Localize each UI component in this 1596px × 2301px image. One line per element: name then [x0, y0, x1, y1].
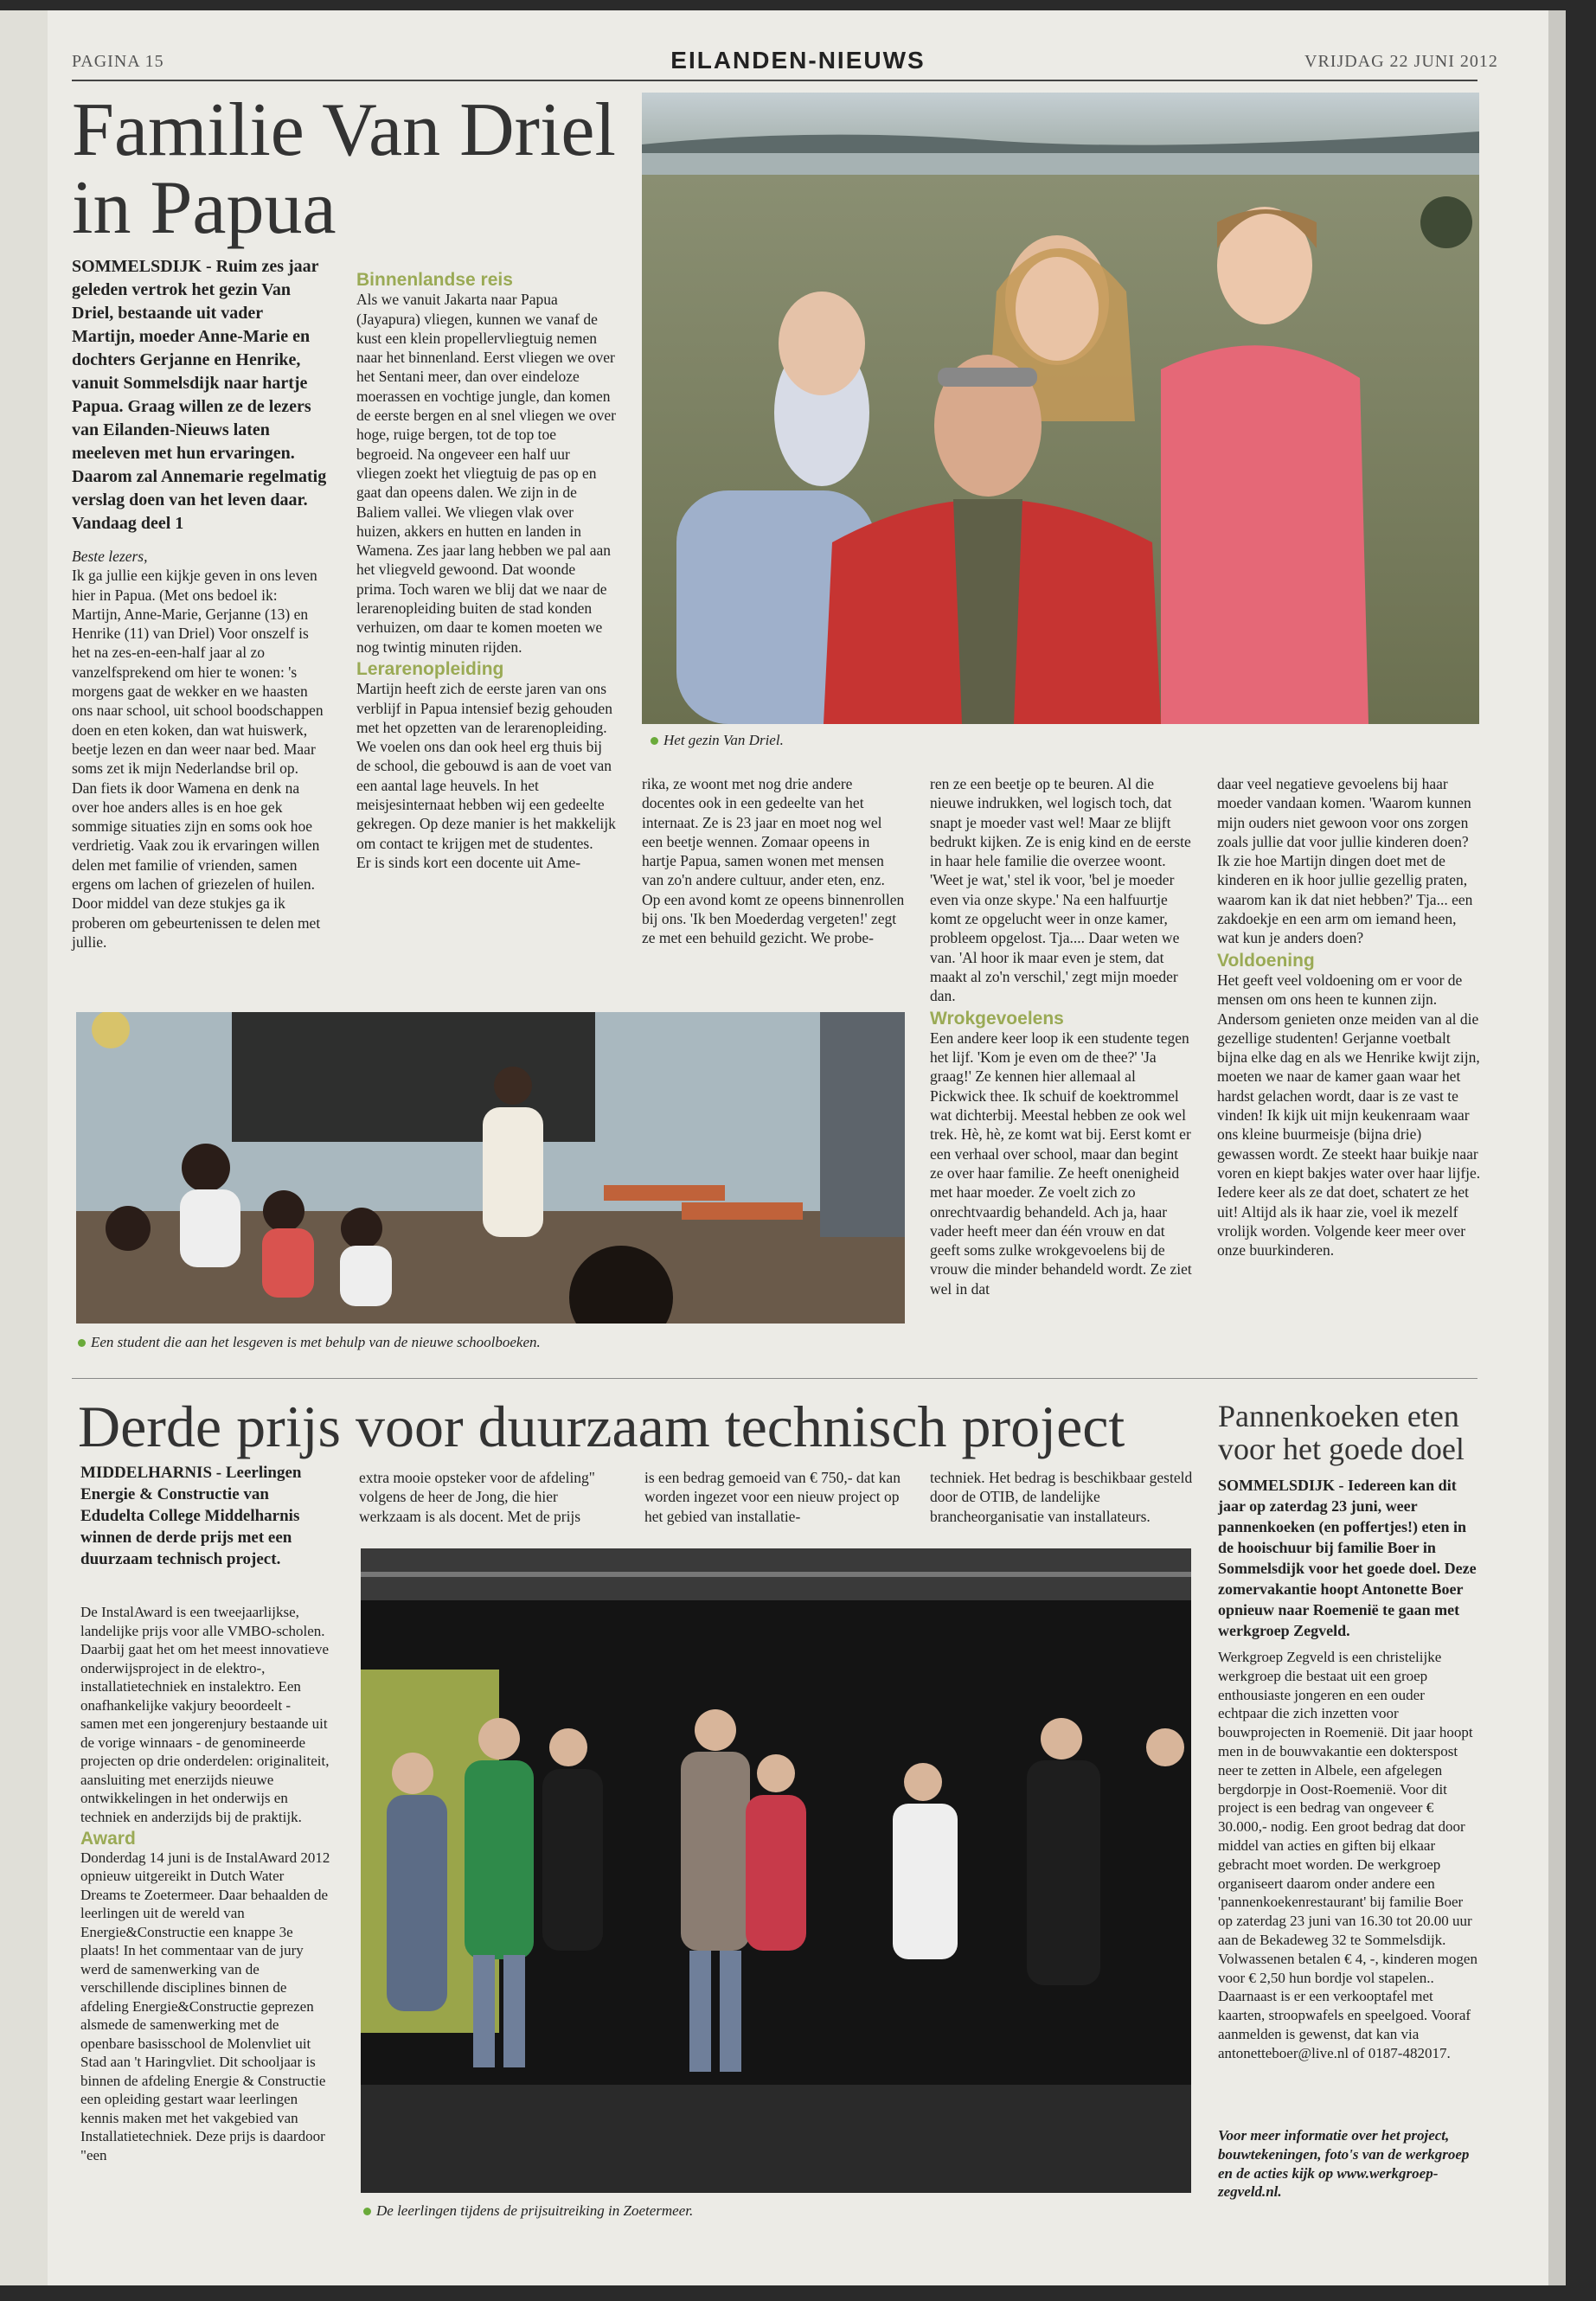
article2-col1-b: Donderdag 14 juni is de InstalAward 2012 opnieuw uitgereikt in Dutch Water Dreams te Zoetermeer. Daar behaalden de leerlingen uit de wereld van Energie&Constructie een knappe 3e plaats! In het commentaar van de jury werd de samenwerking van de verschillende disciplines binnen de afdeling Energie&Constructie geprezen alsmede de samenwerking met de openbare basisschool de Molenvliet uit Stad aan 't Haringvliet. Dit schooljaar is binnen de afdeling Energie & Constructie een opleiding gestart waar leerlingen kennis maken met het vakgebied van Installatietechniek. Deze prijs is daardoor "een [80, 1849, 330, 2163]
page-binding-edge [0, 10, 48, 2285]
article1-col4 [930, 774, 1194, 1298]
article2-col2: extra mooie opsteker voor de afdeling" volgens de heer de Jong, die hier werkzaam is als docent. Met de prijs [359, 1469, 595, 1525]
article1-col2 [356, 271, 616, 872]
classroom-photo-caption [78, 1334, 541, 1351]
page-number: PAGINA 15 [72, 52, 164, 71]
header-rule [72, 80, 1477, 81]
award-photo-caption-text: De leerlingen tijdens de prijsuitreiking in Zoetermeer. [376, 2202, 694, 2219]
article1-col2-a: Als we vanuit Jakarta naar Papua (Jayapura) vliegen, kunnen we vanaf de kust een klein propellervliegtuig nemen naar het binnenland. Eerst vliegen we over het Sentani meer, dan over eindeloze moerassen en vochtige jungle, dan komen de eerste bergen en al snel vliegen we over hoge, ruige bergen, tot de top toe begroeid. Na ongeveer een half uur vliegen zoekt het vliegtuig de pas op en gaat dan opeens dalen. We zijn in de Baliem vallei. We vliegen vlak over huizen, akkers en hutten en landen in Wamena. Zes jaar lang hebben we pal aan het vliegveld gewoond. Dat woonde prima. Toch waren we blij dat we naar de lerarenopleiding buiten de stad konden verhuizen, om daar te komen moeten we nog twintig minuten rijden. [356, 291, 616, 656]
classroom-photo-caption-text: Een student die aan het lesgeven is met behulp van de nieuwe schoolboeken. [91, 1334, 541, 1350]
article1-col4-a: ren ze een beetje op te beuren. Al die nieuwe indrukken, wel logisch toch, dat snapt je moeder vast wel! Maar ze blijft bedrukt kijken. Ze is enig kind en de eerste in haar hele familie die overzee woont. 'Weet je wat,' stel ik voor, 'bel je moeder even via onze skype.' Na een halfuurtje komt ze opgelucht weer in onze kamer, probleem opgelost. Tja.... Daar weten we van. 'Al hoor ik maar even je stem, dat maakt al zo'n verschil,' zegt mijn moeder dan. [930, 775, 1191, 1005]
award-photo-illustration [361, 1548, 1191, 2193]
salutation: Beste lezers, [72, 548, 148, 565]
caption-bullet-icon [363, 2208, 371, 2215]
article1-col4-b: Een andere keer loop ik een studente tegen het lijf. 'Kom je even om de thee?' 'Ja graag!' Ze kennen hier allemaal al Pickwick thee. Ik schuif de koektrommel wat dichterbij. Meestal hebben ze ook wel trek. Hè, hè, ze komt wat bij. Eerst komt er een verhaal over school, maar dan begint ze over haar familie. Ze heeft onenigheid met haar moeder. Ze voelt zich zo onrechtvaardig behandeld. Ach ja, haar vader heeft meer dan één vrouw en dat geeft soms zulke wrokgevoelens bij de vrouw die minder behandeld wordt. Ze ziet wel in dat [930, 1029, 1192, 1298]
classroom-photo-illustration [76, 1012, 905, 1324]
page-right-edge [1548, 10, 1566, 2285]
subhead-voldoening: Voldoening [1217, 950, 1315, 971]
caption-bullet-icon [78, 1339, 86, 1347]
section-divider [72, 1378, 1477, 1379]
article3-headline: Pannenkoeken eten voor het goede doel [1218, 1399, 1465, 1466]
family-photo [642, 93, 1479, 724]
article2-col3: is een bedrag gemoeid van € 750,- dat kan worden ingezet voor een nieuw project op het gebied van installatie- [644, 1469, 901, 1525]
article1-col1 [72, 547, 327, 952]
family-photo-illustration [642, 93, 1479, 724]
classroom-photo [76, 1012, 905, 1324]
article1-lead: SOMMELSDIJK - Ruim zes jaar geleden vertrok het gezin Van Driel, bestaande uit vader Martijn, moeder Anne-Marie en dochters Gerjanne en Henrike, vanuit Sommelsdijk naar hartje Papua. Graag willen ze de lezers van Eilanden-Nieuws laten meeleven met hun ervaringen. Daarom zal Annemarie regelmatig verslag doen van het leven daar. Vandaag deel 1 [72, 257, 327, 533]
article1-headline-line1: Familie Van Driel [72, 88, 616, 172]
article2-col4: techniek. Het bedrag is beschikbaar gesteld door de OTIB, de landelijke brancheorganisatie van installateurs. [930, 1469, 1193, 1525]
subhead-binnenlandse-reis: Binnenlandse reis [356, 270, 513, 290]
article2-headline: Derde prijs voor duurzaam technisch project [78, 1394, 1125, 1459]
article1-col5 [1217, 774, 1481, 1259]
article1-col2-b: Martijn heeft zich de eerste jaren van ons verblijf in Papua intensief bezig gehouden met het opzetten van de lerarenopleiding. We voelen ons dan ook heel erg thuis bij de school, die gebouwd is aan de voet van een aantal lage heuvels. In het meisjesinternaat hebben wij een gedeelte gekregen. Op deze manier is het makkelijk om contact te krijgen met de studentes. [356, 680, 616, 852]
article1-headline-line2: in Papua [72, 166, 337, 250]
family-photo-caption [651, 732, 784, 749]
article3-lead: SOMMELSDIJK - Iedereen kan dit jaar op zaterdag 23 juni, weer pannenkoeken (en poffertjes!) eten in de hooischuur bij familie Boer in Sommelsdijk voor het goede doel. Deze zomervakantie hoopt Antonette Boer opnieuw naar Roemenië te gaan met werkgroep Zegveld. [1218, 1477, 1477, 1639]
caption-bullet-icon [651, 737, 658, 745]
masthead: EILANDEN-NIEUWS [670, 47, 926, 74]
article3-footer: Voor meer informatie over het project, bouwtekeningen, foto's van de werkgroep en de acties kijk op www.werkgroep-zegveld.nl. [1218, 2127, 1470, 2201]
subhead-wrokgevoelens: Wrokgevoelens [930, 1008, 1064, 1029]
article2-col1 [80, 1603, 331, 2164]
article1-col2-c: Er is sinds kort een docente uit Ame- [356, 853, 581, 871]
article2-col1-a: De InstalAward is een tweejaarlijkse, landelijke prijs voor alle VMBO-scholen. Daarbij gaat het om het meest innovatieve onderwijsproject in de elektro-, installatietechniek en instalektro. Een onafhankelijke vakjury beoordeelt - samen met een jongerenjury bestaande uit de vorige winnaars - de genomineerde projecten op drie onderdelen: originaliteit, aansluiting met enerzijds nieuwe ontwikkelingen in het onderwijs en techniek en anderzijds bij de praktijk. [80, 1604, 330, 1825]
subhead-lerarenopleiding: Lerarenopleiding [356, 658, 504, 679]
family-photo-caption-text: Het gezin Van Driel. [663, 732, 784, 748]
article2-lead: MIDDELHARNIS - Leerlingen Energie & Constructie van Edudelta College Middelharnis winnen de derde prijs met een duurzaam technisch project. [80, 1464, 302, 1568]
article3-body: Werkgroep Zegveld is een christelijke werkgroep die bestaat uit een groep enthousiaste jongeren en een ouder echtpaar die zich inzetten voor bouwprojecten in Roemenië. Dit jaar hoopt men in de bouwvakantie een dokterspost neer te zetten in Albele, een afgelegen bergdorpje in Oost-Roemenië. Voor dit project is een bedrag van ongeveer € 30.000,- nodig. Een groot bedrag dat door middel van acties en giften bij elkaar gebracht moet worden. De werkgroep organiseert daarom onder andere een 'pannenkoekenrestaurant' bij familie Boer op zaterdag 23 juni van 16.30 tot 20.00 uur aan de Bekadeweg 32 te Sommelsdijk. Volwassenen betalen € 4, -, kinderen mogen voor € 2,50 hun bordje vol stapelen.. Daarnaast is er een verkooptafel met kaarten, stroopwafels en speelgoed. Vooraf aanmelden is gewenst, dat kan via antonetteboer@live.nl of 0187-482017. [1218, 1649, 1477, 2061]
article1-col5-b: Het geeft veel voldoening om er voor de mensen om ons heen te kunnen zijn. Andersom genieten onze meiden van al die gezellige studenten! Gerjanne voetbalt bijna elke dag en als we Henrike kwijt zijn, moeten we naar de kamer gaan waar het hardst gelachen wordt, daar is ze vast te vinden! Ik kijk uit mijn keukenraam waar ons kleine buurmeisje (bijna drie) gewassen wordt. Ze steekt haar buikje naar voren en kiept bakjes water over haar lijfje. Iedere keer als ze dat doet, schatert ze het uit! Altijd als ik haar zie, voel ik mezelf vrolijk worden. Volgende keer meer over onze buurkinderen. [1217, 971, 1481, 1259]
issue-date: VRIJDAG 22 JUNI 2012 [1304, 52, 1498, 71]
article1-col5-a: daar veel negatieve gevoelens bij haar moeder vandaan komen. 'Waarom kunnen mijn ouders niet gewoon voor ons zorgen zoals jullie dat voor jullie kinderen doen? Ik zie hoe Martijn dingen doet met de kinderen en ik hoor jullie gezellig praten, waarom kan ik dat niet hebben?' Tja... een zakdoekje en een arm om iemand heen, wat kun je anders doen? [1217, 775, 1473, 947]
award-photo [361, 1548, 1191, 2193]
subhead-award: Award [80, 1829, 136, 1849]
award-photo-caption [363, 2202, 693, 2220]
article1-col3: rika, ze woont met nog drie andere docentes ook in een gedeelte van het internaat. Ze is 23 jaar en moet nog wel een beetje wennen. Zomaar opeens in hartje Papua, samen wonen met mensen van zo'n andere cultuur, ander eten, enz. Op een avond komt ze opeens binnenrollen bij ons. 'Ik ben Moederdag vergeten!' zegt ze met een behuild gezicht. We probe- [642, 775, 905, 947]
article1-col1-body: Ik ga jullie een kijkje geven in ons leven hier in Papua. (Met ons bedoel ik: Martijn, Anne-Marie, Gerjanne (13) en Henrike (11) van Driel) Voor onszelf is het na zes-en-een-half jaar al zo vanzelfsprekend om hier te wonen: 's morgens gaat de wekker en we haasten ons naar school, uit school boodschappen doen en eten koken, dan wat huiswerk, beetje lezen en dan weer naar bed. Maar soms zet ik mijn Nederlandse bril op. Dan fiets ik door Wamena en denk na over hoe anders alles is en hoe gek sommige situaties zijn en soms ook hoe verdrietig. Vaak zou ik ervaringen willen delen met familie of vrienden, samen ergens om lachen of griezelen of huilen. Door middel van deze stukjes ga ik proberen om gebeurtenissen te delen met jullie. [72, 567, 324, 951]
